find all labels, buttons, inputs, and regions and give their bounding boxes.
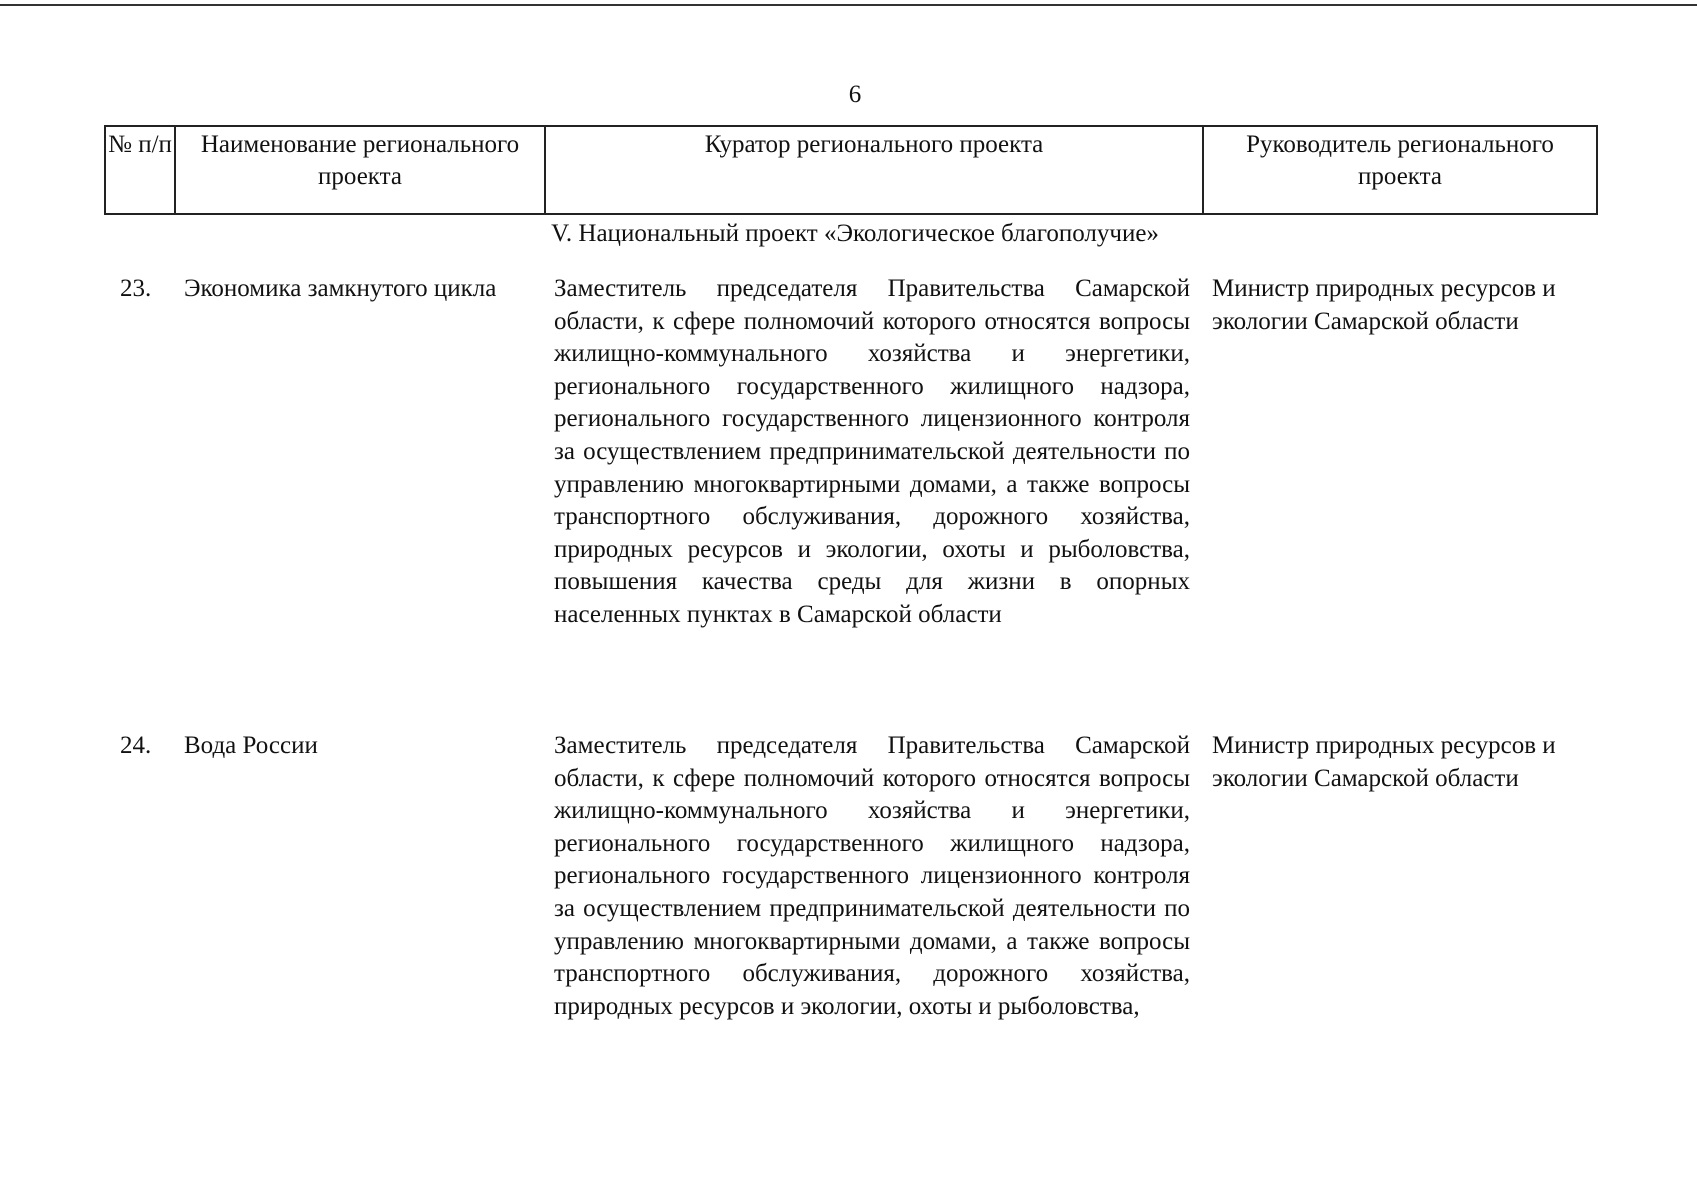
project-curator: Заместитель председателя Правительства Самарской области, к сфере полномочий которого относятся вопросы жилищно-коммунального хозяйства и энергетики, регионального государственного жилищного надзора, регионального государственного лицензионного контроля за осуществлением предпринимательской деятельности по управлению многоквартирными домами, а также вопросы транспортного обслуживания, дорожного хозяйства, природных ресурсов и экологии, охоты и рыболовства, повышения качества среды для жизни в опорных населенных пунктах в Самарской области: [554, 275, 1190, 628]
header-number: № п/п: [106, 127, 176, 213]
section-title: V. Национальный проект «Экологическое благополучие»: [551, 220, 1159, 247]
project-name: Вода России: [184, 732, 318, 759]
project-head: Министр природных ресурсов и экологии Самарской области: [1212, 732, 1556, 792]
header-project-head: Руководитель регионального проекта: [1246, 131, 1554, 190]
page-number: 6: [848, 81, 862, 108]
project-curator: Заместитель председателя Правительства Самарской области, к сфере полномочий которого относятся вопросы жилищно-коммунального хозяйства и энергетики, регионального государственного жилищного надзора, регионального государственного лицензионного контроля за осуществлением предпринимательской деятельности по управлению многоквартирными домами, а также вопросы транспортного обслуживания, дорожного хозяйства, природных ресурсов и экологии, охоты и рыболовства,: [554, 732, 1190, 1020]
row-number: 24.: [120, 732, 152, 759]
project-name: Экономика замкнутого цикла: [184, 275, 497, 302]
header-project-name: Наименование регионального проекта: [176, 127, 546, 213]
header-curator: Куратор регионального проекта: [546, 127, 1204, 213]
row-number: 23.: [120, 275, 152, 302]
project-head: Министр природных ресурсов и экологии Самарской области: [1212, 275, 1556, 335]
